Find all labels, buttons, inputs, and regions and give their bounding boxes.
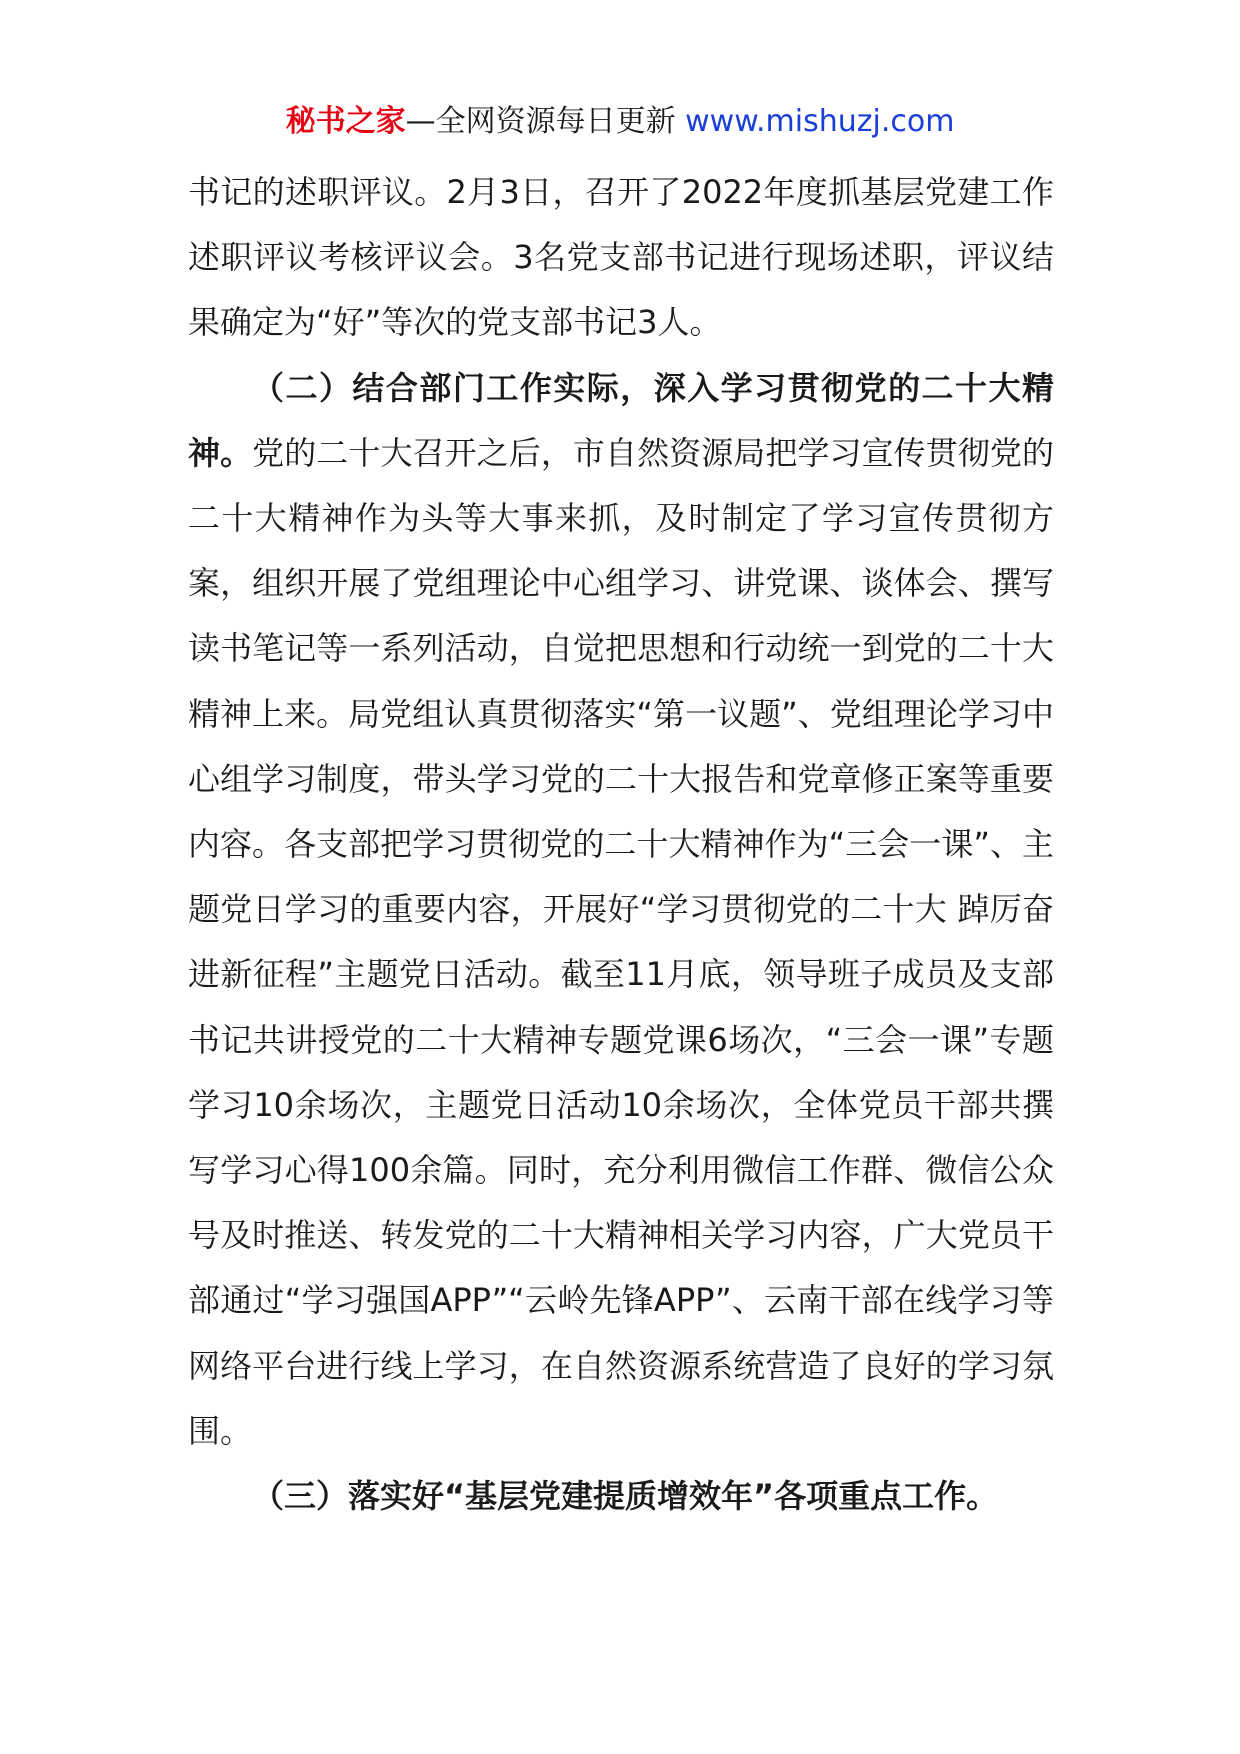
document-body — [188, 160, 1054, 1529]
paragraph-1: 书记的述职评议。2月3日，召开了2022年度抓基层党建工作述职评议考核评议会。3名党支部书记进行现场述职，评议结果确定为“好”等次的党支部书记3人。 — [188, 173, 1054, 342]
header-url[interactable]: www.mishuzj.com — [685, 104, 955, 139]
section-heading-2: （二）结合部门工作实际，深入学习贯彻党的二十大精神。 — [188, 368, 1054, 472]
header-tagline: —全网资源每日更新 — [405, 104, 686, 139]
section-heading-3: （三）落实好“基层党建提质增效年”各项重点工作。 — [252, 1477, 999, 1516]
header-brand: 秘书之家 — [285, 104, 406, 139]
paragraph-2-body: 党的二十大召开之后，市自然资源局把学习宣传贯彻党的二十大精神作为头等大事来抓，及时制定了学习宣传贯彻方案，组织开展了党组理论中心组学习、讲党课、谈体会、撰写读书笔记等一系列活动，自觉把思想和行动统一到党的二十大精神上来。局党组认真贯彻落实“第一议题”、党组理论学习中心组学习制度，带头学习党的二十大报告和党章修正案等重要内容。各支部把学习贯彻党的二十大精神作为“三会一课”、主题党日学习的重要内容，开展好“学习贯彻党的二十大 踔厉奋进新征程”主题党日活动。截至11月底，领导班子成员及支部书记共讲授党的二十大精神专题党课6场次，“三会一课”专题学习10余场次，主题党日活动10余场次，全体党员干部共撰写学习心得100余篇。同时，充分利用微信工作群、微信公众号及时推送、转发党的二十大精神相关学习内容，广大党员干部通过“学习强国APP”“云岭先锋APP”、云南干部在线学习等网络平台进行线上学习，在自然资源系统营造了良好的学习氛围。 — [188, 433, 1054, 1450]
page-header — [0, 100, 1240, 144]
paragraph-2 — [188, 356, 1054, 1464]
